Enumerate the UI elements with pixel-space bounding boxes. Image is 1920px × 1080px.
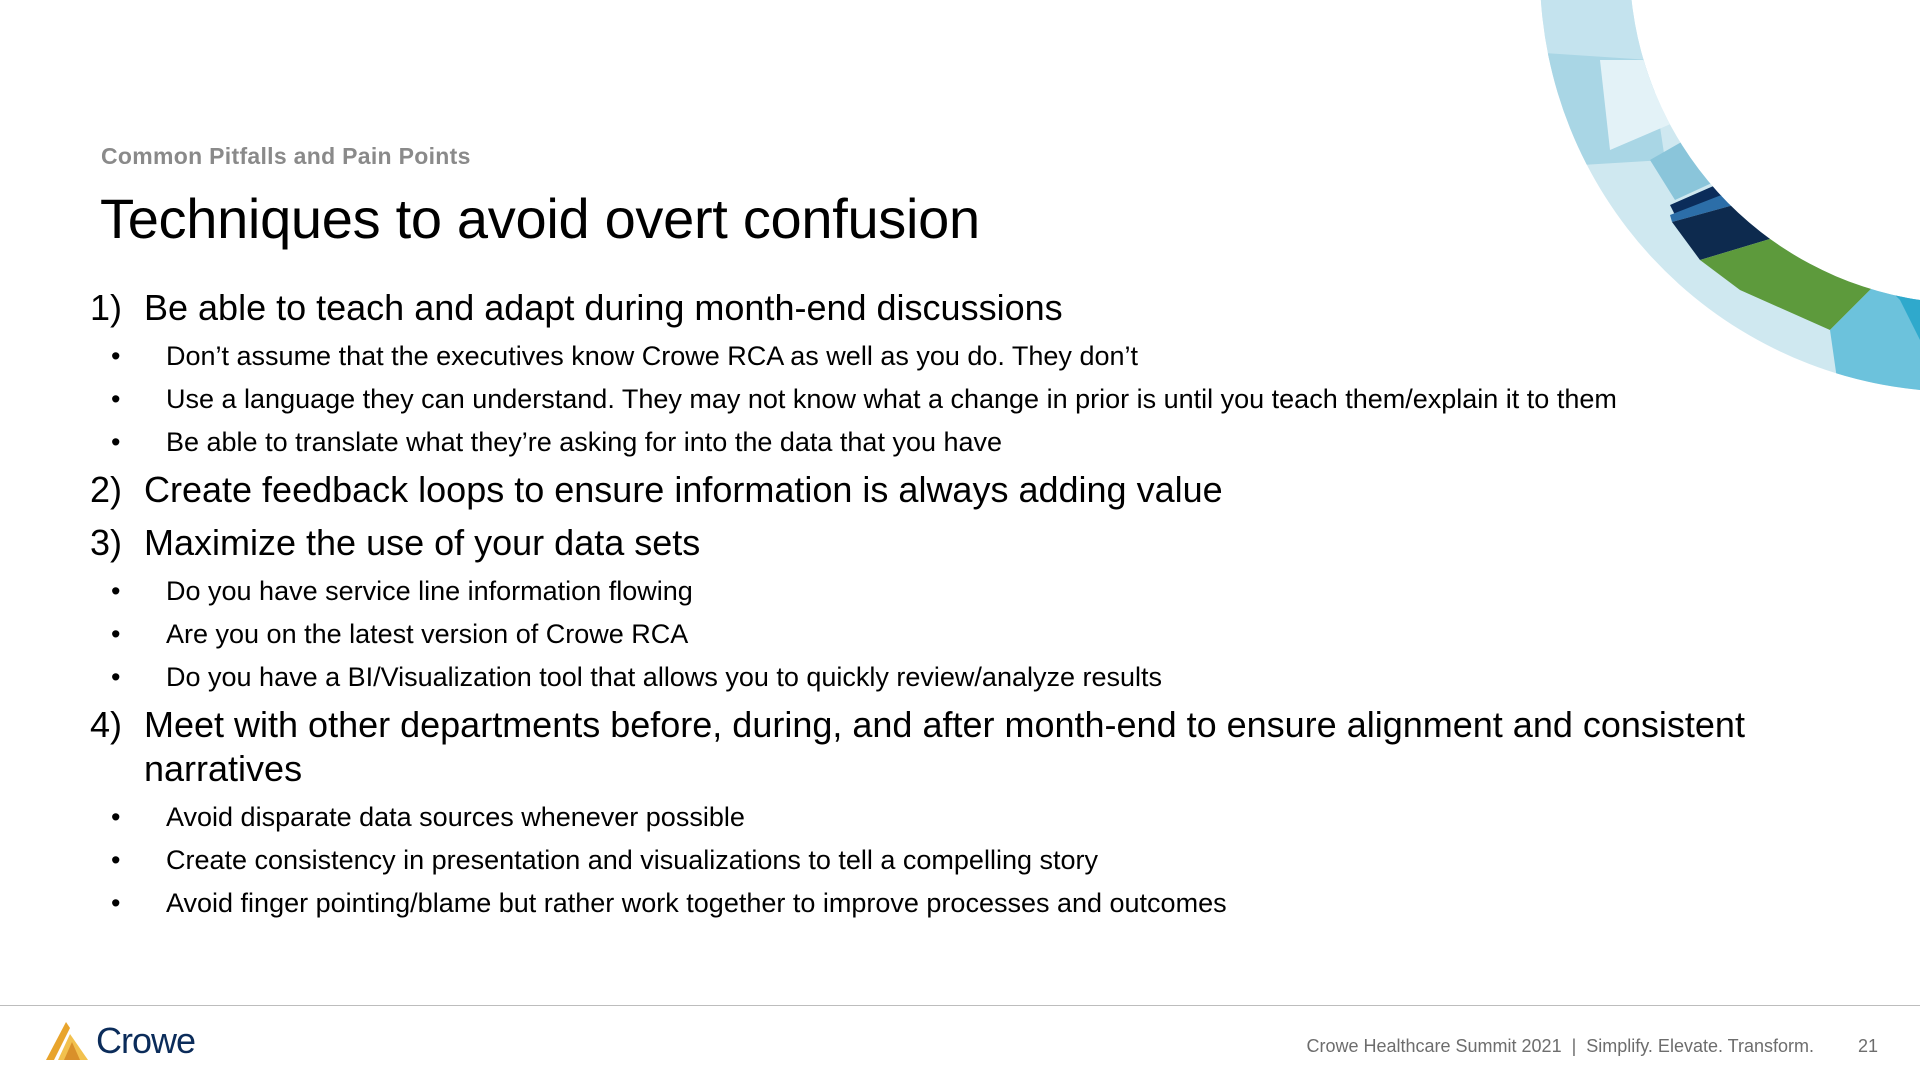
bullet-text: Avoid disparate data sources whenever possible	[166, 802, 745, 832]
bullet-text: Don’t assume that the executives know Crowe RCA as well as you do. They don’t	[166, 341, 1138, 371]
bullet-glyph: •	[111, 427, 121, 457]
bullet-text: Avoid finger pointing/blame but rather work together to improve processes and outcomes	[166, 888, 1227, 918]
item-number: 1)	[90, 287, 123, 328]
item-text: Create feedback loops to ensure information is always adding value	[144, 469, 1223, 510]
crowe-logo	[44, 1020, 195, 1062]
slide-subtitle: Common Pitfalls and Pain Points	[101, 143, 471, 169]
logo-text: Crowe	[96, 1020, 196, 1061]
numbered-item-2	[0, 468, 1764, 512]
bullet-glyph: •	[111, 384, 121, 414]
bullet-glyph: •	[111, 662, 121, 692]
bullet-glyph: •	[111, 341, 121, 371]
bullet-text: Use a language they can understand. They may not know what a change in prior is until you teach them/explain it to them	[166, 384, 1617, 414]
bullet-item	[0, 339, 1800, 373]
item-number: 4)	[90, 704, 123, 745]
bullet-glyph: •	[111, 619, 121, 649]
bullet-item	[0, 574, 1800, 608]
numbered-item-3	[0, 521, 1764, 565]
item-number: 2)	[90, 469, 123, 510]
bullet-text: Create consistency in presentation and visualizations to tell a compelling story	[166, 845, 1098, 875]
bullet-item	[0, 617, 1800, 651]
bullet-text: Do you have a BI/Visualization tool that allows you to quickly review/analyze results	[166, 662, 1163, 692]
bullet-item	[0, 382, 1800, 416]
item-number: 3)	[90, 522, 123, 563]
bullet-text: Do you have service line information flowing	[166, 576, 693, 606]
item-text: Maximize the use of your data sets	[144, 522, 701, 563]
item-text: Be able to teach and adapt during month-end discussions	[144, 287, 1063, 328]
bullet-item	[0, 660, 1800, 694]
bullet-glyph: •	[111, 576, 121, 606]
crowe-mountain-icon	[44, 1020, 90, 1062]
page-number: 21	[1857, 1036, 1878, 1056]
bullet-item	[0, 425, 1800, 459]
bullet-list-4	[0, 800, 1800, 920]
slide-content	[0, 286, 1800, 929]
bullet-glyph: •	[111, 845, 121, 875]
bullet-list-3	[0, 574, 1800, 694]
footer-divider	[0, 1005, 1920, 1006]
bullet-item	[0, 800, 1800, 834]
slide-title: Techniques to avoid overt confusion	[100, 187, 980, 250]
bullet-glyph: •	[111, 802, 121, 832]
bullet-glyph: •	[111, 888, 121, 918]
item-text: Meet with other departments before, during, and after month-end to ensure alignment and consistent narratives	[144, 704, 1745, 789]
bullet-text: Are you on the latest version of Crowe RCA	[166, 619, 689, 649]
footer-tagline: Crowe Healthcare Summit 2021 | Simplify. Elevate. Transform.	[1306, 1036, 1814, 1056]
bullet-item	[0, 886, 1800, 920]
numbered-item-4	[0, 703, 1764, 791]
bullet-list-1	[0, 339, 1800, 459]
bullet-item	[0, 843, 1800, 877]
bullet-text: Be able to translate what they’re asking for into the data that you have	[166, 427, 1003, 457]
numbered-item-1	[0, 286, 1764, 330]
